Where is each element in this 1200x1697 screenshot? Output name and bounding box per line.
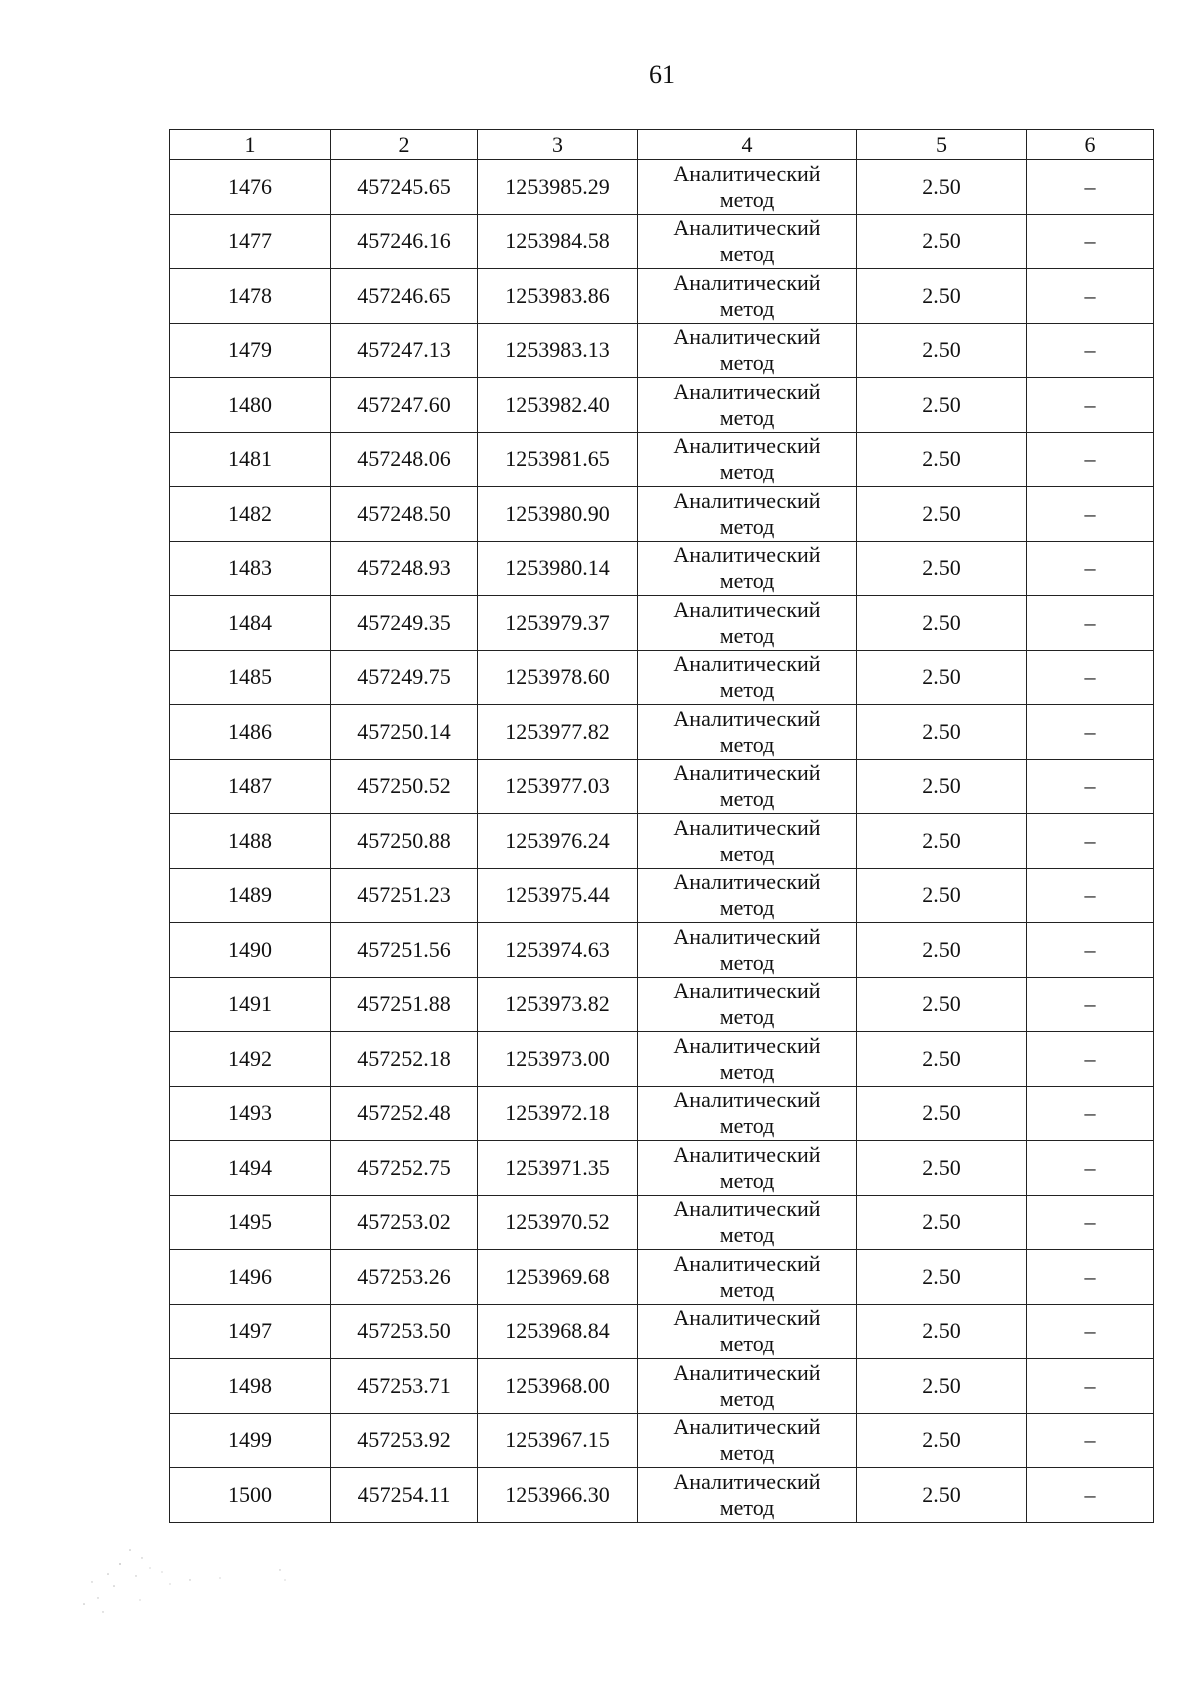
y-coordinate-cell: 1253972.18 (478, 1086, 638, 1141)
method-line-2: метод (719, 1494, 775, 1520)
table-row (170, 759, 1154, 814)
point-number-cell: 1485 (170, 650, 331, 705)
x-coordinate-cell: 457253.26 (331, 1250, 478, 1305)
method-cell (638, 1086, 857, 1141)
method-line-2: метод (719, 241, 775, 267)
accuracy-cell: 2.50 (857, 1195, 1027, 1250)
table-row (170, 1359, 1154, 1414)
method-cell (638, 1468, 857, 1523)
x-coordinate-cell: 457251.23 (331, 868, 478, 923)
note-cell: – (1027, 1032, 1154, 1087)
accuracy-cell: 2.50 (857, 541, 1027, 596)
y-coordinate-cell: 1253983.86 (478, 269, 638, 324)
x-coordinate-cell: 457248.93 (331, 541, 478, 596)
method-line-1: Аналитический (673, 487, 821, 513)
accuracy-cell: 2.50 (857, 378, 1027, 433)
method-line-1: Аналитический (673, 433, 821, 459)
note-cell: – (1027, 1359, 1154, 1414)
point-number-cell: 1493 (170, 1086, 331, 1141)
note-cell: – (1027, 1250, 1154, 1305)
table-row (170, 1032, 1154, 1087)
method-line-2: метод (719, 1276, 775, 1302)
method-cell (638, 541, 857, 596)
note-cell: – (1027, 650, 1154, 705)
method-cell (638, 214, 857, 269)
method-line-1: Аналитический (673, 596, 821, 622)
accuracy-cell: 2.50 (857, 487, 1027, 542)
x-coordinate-cell: 457246.16 (331, 214, 478, 269)
y-coordinate-cell: 1253966.30 (478, 1468, 638, 1523)
point-number-cell: 1483 (170, 541, 331, 596)
x-coordinate-cell: 457249.35 (331, 596, 478, 651)
accuracy-cell: 2.50 (857, 650, 1027, 705)
method-line-1: Аналитический (673, 160, 821, 186)
table-header-row (170, 130, 1154, 160)
method-line-2: метод (719, 350, 775, 376)
point-number-cell: 1477 (170, 214, 331, 269)
method-cell (638, 269, 857, 324)
point-number-cell: 1478 (170, 269, 331, 324)
method-line-2: метод (719, 1113, 775, 1139)
table-row (170, 650, 1154, 705)
point-number-cell: 1491 (170, 977, 331, 1032)
accuracy-cell: 2.50 (857, 214, 1027, 269)
note-cell: – (1027, 214, 1154, 269)
method-line-2: метод (719, 1004, 775, 1030)
x-coordinate-cell: 457254.11 (331, 1468, 478, 1523)
accuracy-cell: 2.50 (857, 596, 1027, 651)
column-header: 1 (170, 130, 331, 160)
y-coordinate-cell: 1253970.52 (478, 1195, 638, 1250)
x-coordinate-cell: 457249.75 (331, 650, 478, 705)
method-cell (638, 160, 857, 215)
y-coordinate-cell: 1253977.82 (478, 705, 638, 760)
accuracy-cell: 2.50 (857, 1250, 1027, 1305)
x-coordinate-cell: 457245.65 (331, 160, 478, 215)
method-cell (638, 1250, 857, 1305)
accuracy-cell: 2.50 (857, 977, 1027, 1032)
table-row (170, 1413, 1154, 1468)
note-cell: – (1027, 759, 1154, 814)
table-row (170, 868, 1154, 923)
note-cell: – (1027, 541, 1154, 596)
note-cell: – (1027, 596, 1154, 651)
point-number-cell: 1479 (170, 323, 331, 378)
note-cell: – (1027, 977, 1154, 1032)
x-coordinate-cell: 457248.50 (331, 487, 478, 542)
point-number-cell: 1495 (170, 1195, 331, 1250)
method-line-1: Аналитический (673, 1359, 821, 1385)
x-coordinate-cell: 457253.02 (331, 1195, 478, 1250)
accuracy-cell: 2.50 (857, 1413, 1027, 1468)
method-cell (638, 923, 857, 978)
method-cell (638, 1359, 857, 1414)
x-coordinate-cell: 457251.56 (331, 923, 478, 978)
point-number-cell: 1489 (170, 868, 331, 923)
x-coordinate-cell: 457252.48 (331, 1086, 478, 1141)
accuracy-cell: 2.50 (857, 705, 1027, 760)
accuracy-cell: 2.50 (857, 1141, 1027, 1196)
accuracy-cell: 2.50 (857, 1086, 1027, 1141)
method-line-2: метод (719, 1222, 775, 1248)
method-line-1: Аналитический (673, 1305, 821, 1331)
y-coordinate-cell: 1253985.29 (478, 160, 638, 215)
accuracy-cell: 2.50 (857, 1304, 1027, 1359)
note-cell: – (1027, 269, 1154, 324)
table-row (170, 432, 1154, 487)
method-line-1: Аналитический (673, 1196, 821, 1222)
x-coordinate-cell: 457247.13 (331, 323, 478, 378)
point-number-cell: 1486 (170, 705, 331, 760)
x-coordinate-cell: 457251.88 (331, 977, 478, 1032)
x-coordinate-cell: 457247.60 (331, 378, 478, 433)
method-line-2: метод (719, 949, 775, 975)
method-line-1: Аналитический (673, 869, 821, 895)
accuracy-cell: 2.50 (857, 160, 1027, 215)
y-coordinate-cell: 1253967.15 (478, 1413, 638, 1468)
y-coordinate-cell: 1253983.13 (478, 323, 638, 378)
note-cell: – (1027, 705, 1154, 760)
point-number-cell: 1487 (170, 759, 331, 814)
accuracy-cell: 2.50 (857, 1468, 1027, 1523)
point-number-cell: 1488 (170, 814, 331, 869)
method-line-1: Аналитический (673, 1468, 821, 1494)
y-coordinate-cell: 1253973.82 (478, 977, 638, 1032)
point-number-cell: 1496 (170, 1250, 331, 1305)
table-row (170, 1250, 1154, 1305)
point-number-cell: 1500 (170, 1468, 331, 1523)
table-row (170, 1304, 1154, 1359)
note-cell: – (1027, 1413, 1154, 1468)
note-cell: – (1027, 923, 1154, 978)
note-cell: – (1027, 868, 1154, 923)
y-coordinate-cell: 1253980.90 (478, 487, 638, 542)
method-line-2: метод (719, 1385, 775, 1411)
method-cell (638, 759, 857, 814)
method-line-1: Аналитический (673, 378, 821, 404)
method-cell (638, 868, 857, 923)
x-coordinate-cell: 457253.71 (331, 1359, 478, 1414)
method-cell (638, 1032, 857, 1087)
table-body (170, 160, 1154, 1523)
accuracy-cell: 2.50 (857, 868, 1027, 923)
method-line-2: метод (719, 677, 775, 703)
method-line-1: Аналитический (673, 814, 821, 840)
method-cell (638, 977, 857, 1032)
method-line-2: метод (719, 1058, 775, 1084)
method-line-2: метод (719, 186, 775, 212)
method-cell (638, 1413, 857, 1468)
point-number-cell: 1480 (170, 378, 331, 433)
method-cell (638, 323, 857, 378)
method-cell (638, 705, 857, 760)
method-cell (638, 596, 857, 651)
y-coordinate-cell: 1253973.00 (478, 1032, 638, 1087)
method-line-1: Аналитический (673, 1414, 821, 1440)
point-number-cell: 1476 (170, 160, 331, 215)
page-number: 61 (649, 60, 675, 89)
table-row (170, 487, 1154, 542)
y-coordinate-cell: 1253977.03 (478, 759, 638, 814)
accuracy-cell: 2.50 (857, 814, 1027, 869)
table-row (170, 541, 1154, 596)
method-line-2: метод (719, 622, 775, 648)
method-line-2: метод (719, 568, 775, 594)
method-line-2: метод (719, 513, 775, 539)
y-coordinate-cell: 1253969.68 (478, 1250, 638, 1305)
point-number-cell: 1484 (170, 596, 331, 651)
table-row (170, 705, 1154, 760)
method-cell (638, 1141, 857, 1196)
accuracy-cell: 2.50 (857, 1032, 1027, 1087)
y-coordinate-cell: 1253978.60 (478, 650, 638, 705)
x-coordinate-cell: 457250.88 (331, 814, 478, 869)
point-number-cell: 1492 (170, 1032, 331, 1087)
point-number-cell: 1494 (170, 1141, 331, 1196)
accuracy-cell: 2.50 (857, 432, 1027, 487)
note-cell: – (1027, 1468, 1154, 1523)
method-cell (638, 1195, 857, 1250)
method-line-1: Аналитический (673, 1141, 821, 1167)
column-header: 3 (478, 130, 638, 160)
accuracy-cell: 2.50 (857, 269, 1027, 324)
table-row (170, 596, 1154, 651)
x-coordinate-cell: 457252.75 (331, 1141, 478, 1196)
y-coordinate-cell: 1253982.40 (478, 378, 638, 433)
method-line-2: метод (719, 1440, 775, 1466)
method-cell (638, 650, 857, 705)
table-row (170, 977, 1154, 1032)
x-coordinate-cell: 457246.65 (331, 269, 478, 324)
table-row (170, 1195, 1154, 1250)
method-line-2: метод (719, 295, 775, 321)
x-coordinate-cell: 457250.14 (331, 705, 478, 760)
point-number-cell: 1499 (170, 1413, 331, 1468)
method-line-1: Аналитический (673, 923, 821, 949)
x-coordinate-cell: 457250.52 (331, 759, 478, 814)
point-number-cell: 1490 (170, 923, 331, 978)
table-row (170, 923, 1154, 978)
table-row (170, 269, 1154, 324)
note-cell: – (1027, 378, 1154, 433)
method-line-2: метод (719, 1331, 775, 1357)
note-cell: – (1027, 323, 1154, 378)
method-line-2: метод (719, 731, 775, 757)
method-line-2: метод (719, 786, 775, 812)
x-coordinate-cell: 457248.06 (331, 432, 478, 487)
column-header: 4 (638, 130, 857, 160)
column-header: 5 (857, 130, 1027, 160)
note-cell: – (1027, 432, 1154, 487)
note-cell: – (1027, 487, 1154, 542)
y-coordinate-cell: 1253971.35 (478, 1141, 638, 1196)
accuracy-cell: 2.50 (857, 759, 1027, 814)
y-coordinate-cell: 1253976.24 (478, 814, 638, 869)
method-line-2: метод (719, 404, 775, 430)
point-number-cell: 1498 (170, 1359, 331, 1414)
column-header: 2 (331, 130, 478, 160)
note-cell: – (1027, 1086, 1154, 1141)
accuracy-cell: 2.50 (857, 923, 1027, 978)
method-line-2: метод (719, 840, 775, 866)
method-line-1: Аналитический (673, 760, 821, 786)
method-line-1: Аналитический (673, 978, 821, 1004)
table-row (170, 323, 1154, 378)
x-coordinate-cell: 457253.50 (331, 1304, 478, 1359)
method-cell (638, 814, 857, 869)
y-coordinate-cell: 1253968.00 (478, 1359, 638, 1414)
note-cell: – (1027, 160, 1154, 215)
method-line-1: Аналитический (673, 1087, 821, 1113)
x-coordinate-cell: 457253.92 (331, 1413, 478, 1468)
accuracy-cell: 2.50 (857, 323, 1027, 378)
table-row (170, 214, 1154, 269)
method-line-1: Аналитический (673, 215, 821, 241)
method-line-1: Аналитический (673, 651, 821, 677)
y-coordinate-cell: 1253981.65 (478, 432, 638, 487)
method-cell (638, 378, 857, 433)
table-row (170, 378, 1154, 433)
method-line-1: Аналитический (673, 1032, 821, 1058)
method-line-1: Аналитический (673, 269, 821, 295)
y-coordinate-cell: 1253979.37 (478, 596, 638, 651)
table-row (170, 1468, 1154, 1523)
point-number-cell: 1482 (170, 487, 331, 542)
table-row (170, 1086, 1154, 1141)
y-coordinate-cell: 1253984.58 (478, 214, 638, 269)
y-coordinate-cell: 1253968.84 (478, 1304, 638, 1359)
table-row (170, 1141, 1154, 1196)
y-coordinate-cell: 1253980.14 (478, 541, 638, 596)
accuracy-cell: 2.50 (857, 1359, 1027, 1414)
y-coordinate-cell: 1253974.63 (478, 923, 638, 978)
point-number-cell: 1481 (170, 432, 331, 487)
note-cell: – (1027, 1195, 1154, 1250)
table-row (170, 160, 1154, 215)
note-cell: – (1027, 814, 1154, 869)
method-line-1: Аналитический (673, 324, 821, 350)
note-cell: – (1027, 1141, 1154, 1196)
point-number-cell: 1497 (170, 1304, 331, 1359)
method-line-2: метод (719, 459, 775, 485)
method-line-1: Аналитический (673, 542, 821, 568)
column-header: 6 (1027, 130, 1154, 160)
method-cell (638, 1304, 857, 1359)
x-coordinate-cell: 457252.18 (331, 1032, 478, 1087)
table-row (170, 814, 1154, 869)
note-cell: – (1027, 1304, 1154, 1359)
scan-noise (70, 1540, 330, 1630)
method-line-1: Аналитический (673, 1250, 821, 1276)
method-line-2: метод (719, 895, 775, 921)
method-cell (638, 432, 857, 487)
y-coordinate-cell: 1253975.44 (478, 868, 638, 923)
method-line-2: метод (719, 1167, 775, 1193)
coordinates-table (169, 129, 1154, 1523)
method-line-1: Аналитический (673, 705, 821, 731)
method-cell (638, 487, 857, 542)
